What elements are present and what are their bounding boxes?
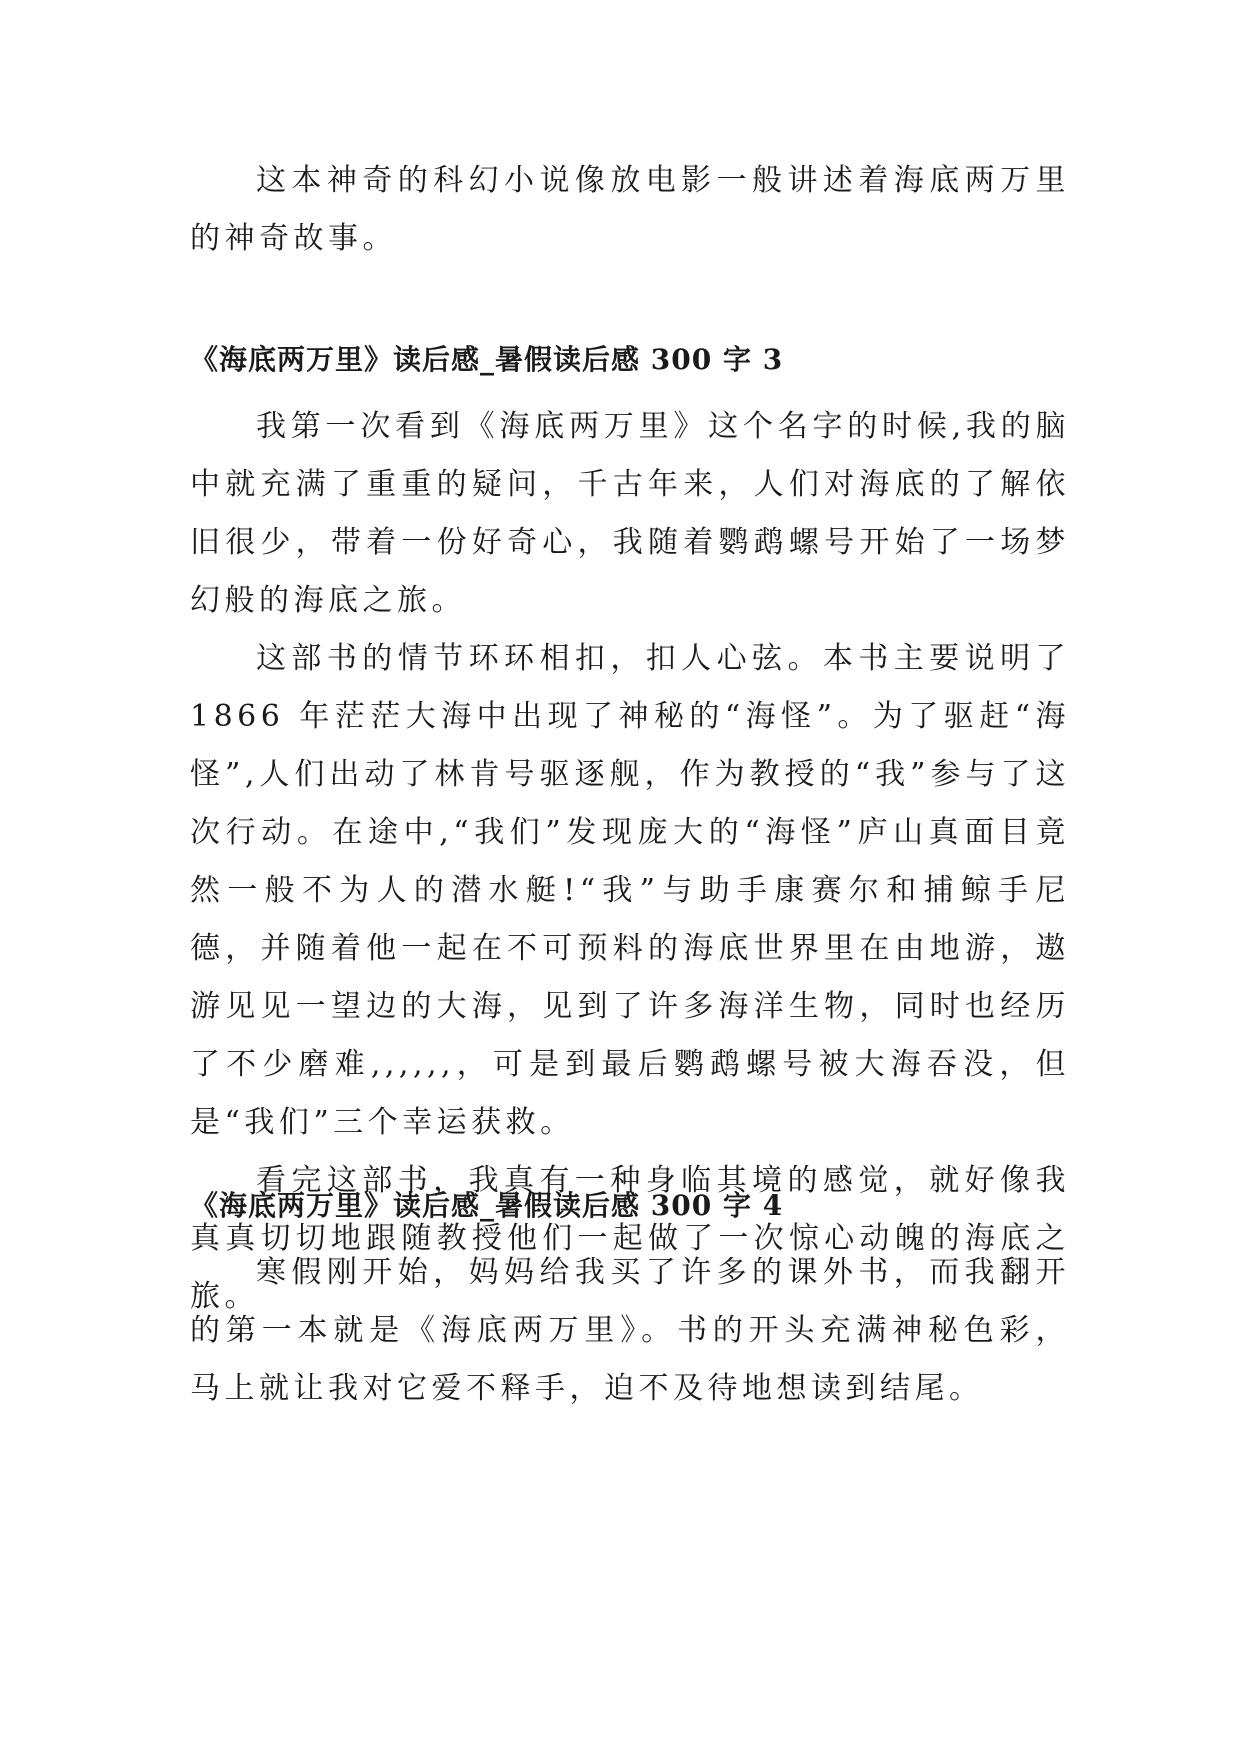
paragraph: 这部书的情节环环相扣，扣人心弦。本书主要说明了 1866 年茫茫大海中出现了神秘的“海怪”。为了驱赶“海怪”,人们出动了林肯号驱逐舰，作为教授的“我”参与了这次行动。在途中,“我们”发现庞大的“海怪”庐山真面目竟然一般不为人的潜水艇!“我”与助手康赛尔和捕鲸手尼德，并随着他一起在不可预料的海底世界里在由地游，遨游见见一望边的大海，见到了许多海洋生物，同时也经历了不少磨难,,,,,,，可是到最后鹦鹉螺号被大海吞没，但是“我们”三个幸运获救。 bbox=[190, 641, 1070, 1140]
paragraph: 寒假刚开始，妈妈给我买了许多的课外书，而我翻开的第一本就是《海底两万里》。书的开头充满神秘色彩，马上就让我对它爱不释手，迫不及待地想读到结尾。 bbox=[190, 1255, 1070, 1406]
section-3-heading-block bbox=[190, 340, 1070, 380]
section-4-heading-block bbox=[190, 1186, 1070, 1226]
paragraph: 看完这部书，我真有一种身临其境的感觉，就好像我真真切切地跟随教授他们一起做了一次惊心动魄的海底之旅。 bbox=[190, 1163, 1070, 1314]
section-4-body bbox=[190, 1244, 1070, 1418]
section-heading: 《海底两万里》读后感_暑假读后感 300 字 4 bbox=[190, 1189, 784, 1222]
section-heading: 《海底两万里》读后感_暑假读后感 300 字 3 bbox=[190, 343, 784, 376]
paragraph: 我第一次看到《海底两万里》这个名字的时候,我的脑中就充满了重重的疑问，千古年来，人们对海底的了解依旧很少，带着一份好奇心，我随着鹦鹉螺号开始了一场梦幻般的海底之旅。 bbox=[190, 409, 1070, 618]
section-2-tail bbox=[190, 152, 1070, 268]
paragraph: 这本神奇的科幻小说像放电影一般讲述着海底两万里的神奇故事。 bbox=[190, 163, 1070, 256]
